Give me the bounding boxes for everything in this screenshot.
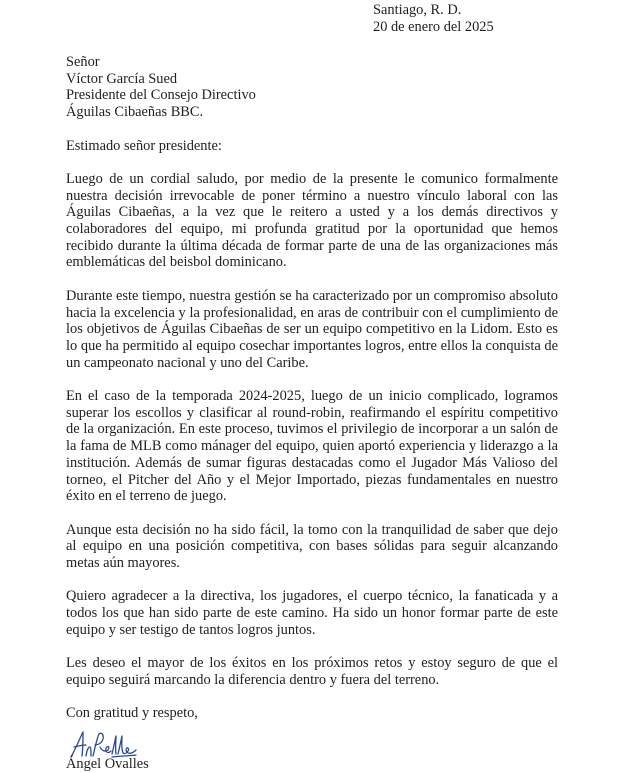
- paragraph-wishes: Les deseo el mayor de los éxitos en los próximos retos y estoy seguro de que el equipo seguirá marcando la diferencia dentro y fuera del terreno.: [66, 655, 558, 688]
- place: Santiago, R. D.: [373, 2, 462, 18]
- paragraph-management: Durante este tiempo, nuestra gestión se ha caracterizado por un compromiso absoluto hacia la excelencia y la profesionalidad, en aras de contribuir con el cumplimiento de los objetivos de Águilas Cibaeñas de ser un equipo competitivo en la Lidom. Esto es lo que ha permitido al equipo cosechar importantes logros, entre ellos la conquista de un campeonato nacional y uno del Caribe.: [66, 287, 558, 371]
- paragraph-intro: Luego de un cordial saludo, por medio de la presente le comunico formalmente nuestra decisión irrevocable de poner término a nuestro vínculo laboral con las Águilas Cibaeñas, a la vez que le reitero a usted y a los demás directivos y colaboradores del equipo, mi profunda gratitud por la oportunidad que hemos recibido durante la última década de formar parte de una de las organizaciones más emblemáticas del beisbol dominicano.: [66, 170, 558, 271]
- letter-body: [66, 54, 558, 772]
- date-block: [373, 2, 494, 35]
- paragraph-decision: Aunque esta decisión no ha sido fácil, la tomo con la tranquilidad de saber que dejo al equipo en una posición competitiva, con bases sólidas para seguir alcanzando metas aún mayores.: [66, 521, 558, 572]
- addressee-organization: Águilas Cibaeñas BBC.: [66, 104, 204, 121]
- signature-area: [66, 730, 558, 772]
- addressee-position: Presidente del Consejo Directivo: [66, 87, 256, 104]
- addressee-name: Víctor García Sued: [66, 70, 178, 87]
- salutation: Estimado señor presidente:: [66, 137, 222, 154]
- signer-name: Ángel Ovalles: [66, 756, 149, 772]
- paragraph-thanks: Quiero agradecer a la directiva, los jugadores, el cuerpo técnico, la fanaticada y a todos los que han sido parte de este camino. Ha sido un honor formar parte de este equipo y ser testigo de tantos logros juntos.: [66, 588, 558, 638]
- closing: Con gratitud y respeto,: [66, 705, 198, 722]
- paragraph-season: En el caso de la temporada 2024-2025, luego de un inicio complicado, logramos superar los escollos y clasificar al round-robin, reafirmando el espíritu competitivo de la organización. En este proceso, tuvimos el privilegio de incorporar a un salón de la fama de MLB como mánager del equipo, quien aportó experiencia y liderazgo a la institución. Además de sumar figuras destacadas como el Jugador Más Valioso del torneo, el Pitcher del Año y el Mejor Importado, piezas fundamentales en nuestro éxito en el terreno de juego.: [66, 388, 558, 505]
- addressee-title: Señor: [66, 54, 100, 70]
- date: 20 de enero del 2025: [373, 18, 494, 35]
- addressee-block: [66, 54, 558, 121]
